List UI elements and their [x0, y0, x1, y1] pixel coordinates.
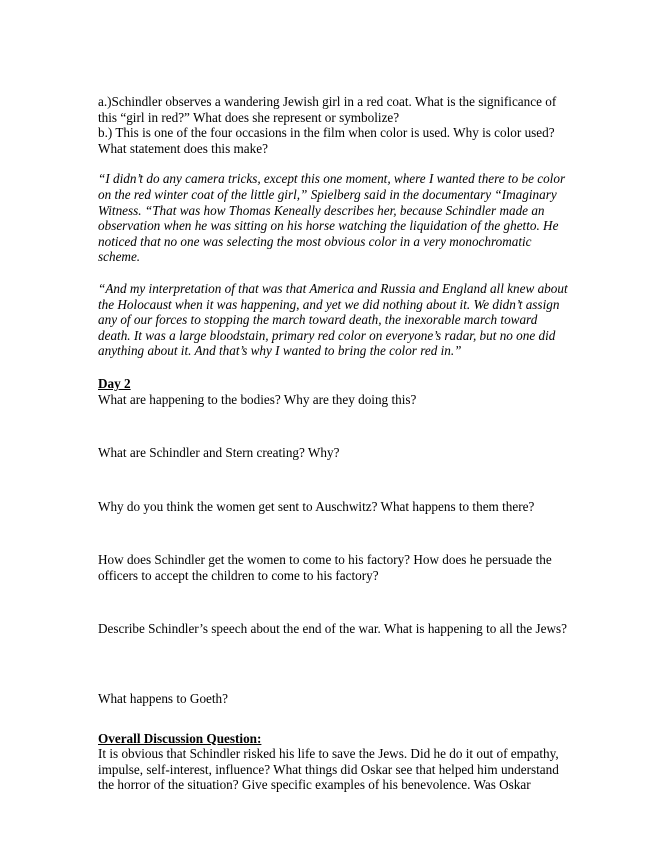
question-part-b: b.) This is one of the four occasions in the film when color is used. Why is color used? What statement does this make? — [98, 125, 555, 156]
day2-question-6: What happens to Goeth? — [98, 691, 229, 707]
document-page — [98, 94, 568, 793]
day2-question-2: What are Schindler and Stern creating? Why? — [98, 445, 340, 461]
day-2-heading: Day 2 — [98, 375, 131, 391]
overall-discussion-heading: Overall Discussion Question: — [98, 730, 262, 746]
overall-discussion-text: It is obvious that Schindler risked his life to save the Jews. Did he do it out of empathy, impulse, self-interest, influence? What things did Oskar see that helped him understand the horror of the situation? Give specific examples of his benevolence. Was Oskar — [98, 746, 559, 793]
spielberg-quote-1: “I didn’t do any camera tricks, except this one moment, where I wanted there to be color on the red winter coat of the little girl,” Spielberg said in the documentary “Imaginary Witness. “That was how Thomas Keneally describes her, because Schindler made an observation when he was sitting on his horse watching the liquidation of the ghetto. He noticed that no one was selecting the most obvious color in a very monochromatic scheme. — [98, 171, 566, 265]
spielberg-quote-2: “And my interpretation of that was that America and Russia and England all knew about the Holocaust when it was happening, and yet we did nothing about it. We didn’t assign any of our forces to stopping the march toward death, the inexorable march toward death. It was a large bloodstain, primary red color on everyone’s radar, but no one did anything about it. And that’s why I wanted to bring the color red in.” — [98, 280, 568, 359]
day2-question-5: Describe Schindler’s speech about the end of the war. What is happening to all the Jews? — [98, 621, 567, 637]
question-part-a: a.)Schindler observes a wandering Jewish girl in a red coat. What is the significance of this “girl in red?” What does she represent or symbolize? — [98, 94, 557, 125]
day2-question-1: What are happening to the bodies? Why are they doing this? — [98, 391, 417, 407]
day2-question-4: How does Schindler get the women to come to his factory? How does he persuade the officers to accept the children to come to his factory? — [98, 552, 552, 583]
day2-question-3: Why do you think the women get sent to Auschwitz? What happens to them there? — [98, 498, 535, 514]
